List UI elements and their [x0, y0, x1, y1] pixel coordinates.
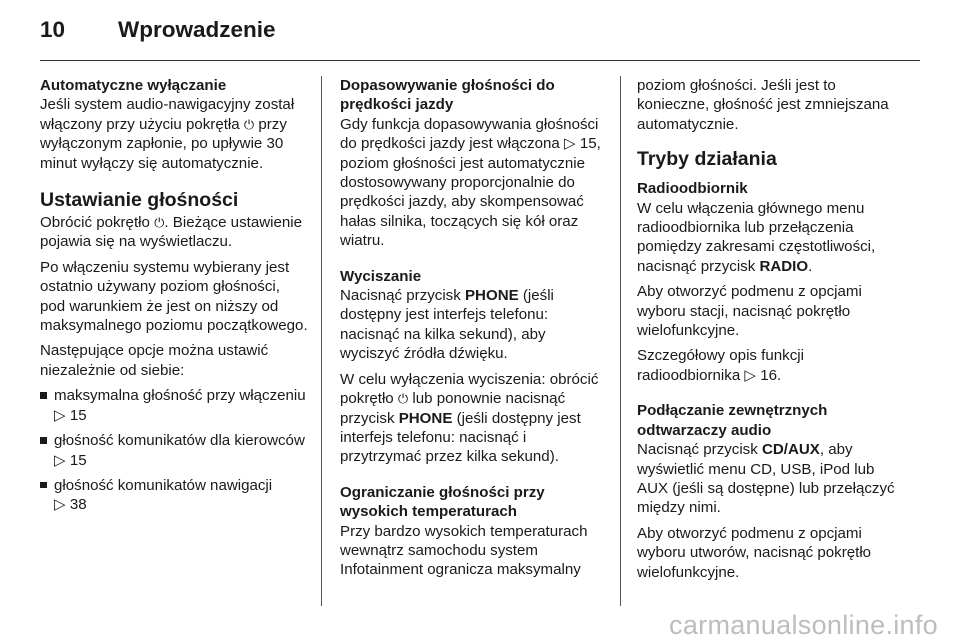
page-ref-arrow-icon: ▷ — [744, 366, 757, 384]
external-audio-text-end: , aby wyświetlić menu CD, USB, iPod lub AUX (jeśli są dostępne) lub przełączyć między nimi. — [637, 441, 895, 517]
list-item-text: maksymalna głośność przy włączeniu — [54, 387, 306, 405]
radio-text: W celu włączenia głównego menu radioodbiornika lub przełączenia pomiędzy zakresami częstotliwości, nacisnąć przycisk — [637, 199, 876, 275]
bullet-square-icon — [40, 437, 47, 444]
speed-volume-section — [340, 76, 608, 251]
page-ref: 15 — [579, 135, 597, 153]
power-knob-icon: ⏻ — [397, 391, 409, 407]
page-title: Wprowadzenie — [118, 17, 276, 42]
page-ref-arrow-icon: ▷ — [54, 496, 66, 514]
cd-aux-key-label: CD/AUX — [761, 441, 820, 459]
unmute-text-mid: lub ponownie nacisnąć przycisk — [340, 390, 566, 427]
power-knob-icon: ⏻ — [243, 116, 255, 132]
mute-text-end: (jeśli dostępny jest interfejs telefonu: nacisnąć na kilka sekund), aby wyciszyć źródła dźwięku. — [340, 287, 554, 363]
power-knob-icon: ⏻ — [154, 215, 165, 231]
volume-paragraph-2: Po włączeniu systemu wybierany jest ostatnio używany poziom głośności, pod warunkiem że jest on niższy od maksymalnego poziomu początkowego. — [40, 258, 308, 335]
phone-key-label: PHONE — [398, 409, 453, 427]
unmute-text-end: (jeśli dostępny jest interfejs telefonu: nacisnąć i przytrzymać przez kilka sekund). — [340, 409, 581, 466]
external-audio-heading: Podłączanie zewnętrznych odtwarzaczy audio — [637, 402, 828, 439]
list-item — [40, 476, 308, 515]
volume-text-end: . Bieżące ustawienie pojawia się na wyświetlaczu. — [40, 214, 303, 251]
list-item-text: głośność komunikatów nawigacji — [54, 476, 273, 494]
radio-paragraph-3: Szczegółowy opis funkcji radioodbiornika ▷ 16. — [637, 347, 804, 384]
external-audio-text: Nacisnąć przycisk — [637, 441, 758, 459]
auto-off-text-end: przy wyłączonym zapłonie, po upływie 30 minut wyłączy się automatycznie. — [40, 115, 287, 172]
header-rule — [40, 60, 920, 61]
page-ref: 15 — [69, 406, 87, 424]
column-divider — [321, 76, 322, 606]
mute-heading: Wyciszanie — [340, 267, 422, 285]
volume-paragraph — [40, 213, 308, 252]
volume-heading: Ustawianie głośności — [40, 189, 239, 212]
list-item-text: głośność komunikatów dla kierowców — [54, 432, 305, 450]
speed-volume-text: Gdy funkcja dopasowywania głośności do prędkości jazdy jest włączona — [340, 115, 599, 153]
temperature-text: Przy bardzo wysokich temperaturach wewnątrz samochodu system Infotainment ogranicza maksymalny — [340, 522, 588, 579]
modes-heading: Tryby działania — [637, 148, 777, 171]
radio-paragraph-2: Aby otworzyć podmenu z opcjami wyboru stacji, nacisnąć pokrętło wielofunkcyjne. — [637, 283, 862, 340]
phone-key-label: PHONE — [464, 287, 519, 305]
radio-heading: Radioodbiornik — [637, 180, 748, 198]
list-item — [40, 386, 308, 425]
watermark: carmanualsonline.info — [669, 610, 938, 640]
auto-off-text: Jeśli system audio-nawigacyjny został włączony przy użyciu pokrętła — [40, 96, 295, 133]
bullet-square-icon — [40, 392, 47, 399]
list-item — [40, 431, 308, 470]
page-number: 10 — [40, 17, 66, 42]
external-audio-paragraph-2: Aby otworzyć podmenu z opcjami wyboru utworów, nacisnąć pokrętło wielofunkcyjne. — [637, 524, 872, 581]
temperature-heading: Ograniczanie głośności przy wysokich temperaturach — [340, 483, 545, 521]
speed-volume-heading: Dopasowywanie głośności do prędkości jazdy — [340, 77, 555, 114]
page-ref: 38 — [69, 496, 87, 514]
page-ref-arrow-icon: ▷ — [54, 406, 66, 424]
unmute-text: W celu wyłączenia wyciszenia: obrócić pokrętło — [340, 370, 599, 408]
temperature-continued: poziom głośności. Jeśli jest to konieczne, głośność jest zmniejszana automatycznie. — [637, 77, 889, 133]
unmute-paragraph — [340, 370, 608, 467]
page-ref-arrow-icon: ▷ — [564, 135, 576, 153]
mute-text: Nacisnąć przycisk — [340, 287, 461, 305]
volume-paragraph-3: Następujące opcje można ustawić niezależnie od siebie: — [40, 342, 269, 379]
temperature-section — [340, 483, 608, 580]
column-divider — [620, 76, 621, 606]
page-ref: 15 — [69, 451, 87, 469]
radio-section: Radioodbiornik W celu włączenia głównego menu radioodbiornika lub przełączenia pomiędzy zakresami częstotliwości, nacisnąć przycisk RADIO. — [637, 179, 905, 276]
page-ref: 16 — [760, 366, 778, 384]
auto-off-heading: Automatyczne wyłączanie — [40, 77, 227, 94]
column-3 — [637, 76, 905, 588]
column-2 — [340, 76, 608, 586]
external-audio-section — [637, 401, 905, 517]
page-ref-arrow-icon: ▷ — [54, 451, 66, 469]
radio-text-3: Szczegółowy opis funkcji radioodbiornika — [637, 347, 804, 384]
radio-key-label: RADIO — [759, 257, 809, 275]
speed-volume-text-end: , poziom głośności jest automatycznie dostosowywany proporcjonalnie do prędkości jazdy, aby skompensować hałas silnika, toczących się kół oraz wiatru. — [340, 135, 601, 250]
bullet-square-icon — [40, 482, 47, 489]
column-1 — [40, 76, 308, 521]
mute-section — [340, 267, 608, 364]
volume-text: Obrócić pokrętło — [40, 214, 150, 232]
auto-off-section — [40, 76, 308, 173]
